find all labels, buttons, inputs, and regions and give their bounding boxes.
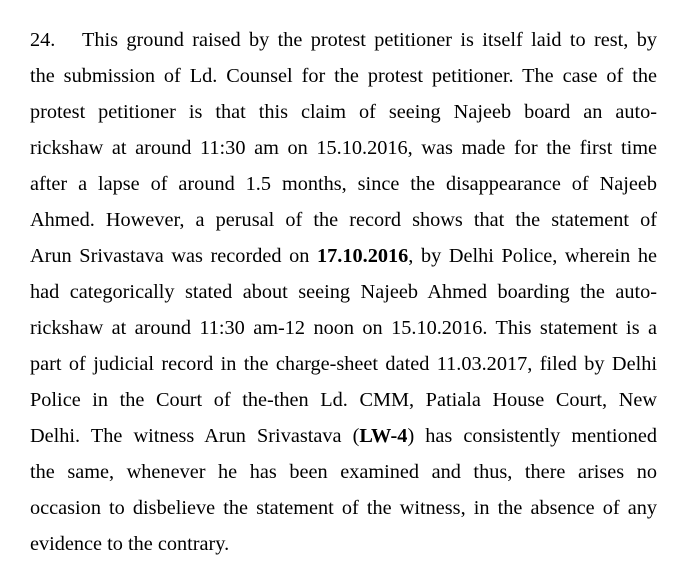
line-text: This ground raised by the protest petitioner is itself laid to rest, by bbox=[82, 29, 657, 51]
paragraph-line-13: the same, whenever he has been examined and thus, there arises no bbox=[30, 461, 657, 483]
line-text: , by Delhi Police, wherein he bbox=[408, 245, 657, 267]
paragraph-line-15: evidence to the contrary. bbox=[30, 533, 230, 555]
line-text: Arun Srivastava was recorded on bbox=[30, 245, 317, 267]
paragraph-line-5: after a lapse of around 1.5 months, since the disappearance of Najeeb bbox=[30, 173, 657, 195]
paragraph-line-11: Police in the Court of the-then Ld. CMM, Patiala House Court, New bbox=[30, 389, 657, 411]
paragraph-line-12 bbox=[30, 418, 657, 454]
paragraph-line-7 bbox=[30, 238, 657, 274]
paragraph-number: 24. bbox=[30, 29, 56, 51]
paragraph-line-8: had categorically stated about seeing Najeeb Ahmed boarding the auto- bbox=[30, 281, 657, 303]
paragraph-line-6: Ahmed. However, a perusal of the record shows that the statement of bbox=[30, 209, 657, 231]
document-page bbox=[30, 22, 657, 562]
bold-date: 17.10.2016 bbox=[317, 245, 409, 267]
bold-witness-id: LW-4 bbox=[359, 425, 408, 447]
paragraph-line-2: the submission of Ld. Counsel for the protest petitioner. The case of the bbox=[30, 65, 657, 87]
line-text: ) has consistently mentioned bbox=[407, 425, 657, 447]
paragraph-line-1 bbox=[30, 22, 657, 58]
paragraph-line-10: part of judicial record in the charge-sheet dated 11.03.2017, filed by Delhi bbox=[30, 353, 657, 375]
paragraph-line-9: rickshaw at around 11:30 am-12 noon on 15.10.2016. This statement is a bbox=[30, 317, 657, 339]
paragraph-line-3: protest petitioner is that this claim of seeing Najeeb board an auto- bbox=[30, 101, 657, 123]
paragraph-line-14: occasion to disbelieve the statement of the witness, in the absence of any bbox=[30, 497, 657, 519]
paragraph-line-4: rickshaw at around 11:30 am on 15.10.2016, was made for the first time bbox=[30, 137, 657, 159]
line-text: Delhi. The witness Arun Srivastava ( bbox=[30, 425, 360, 447]
